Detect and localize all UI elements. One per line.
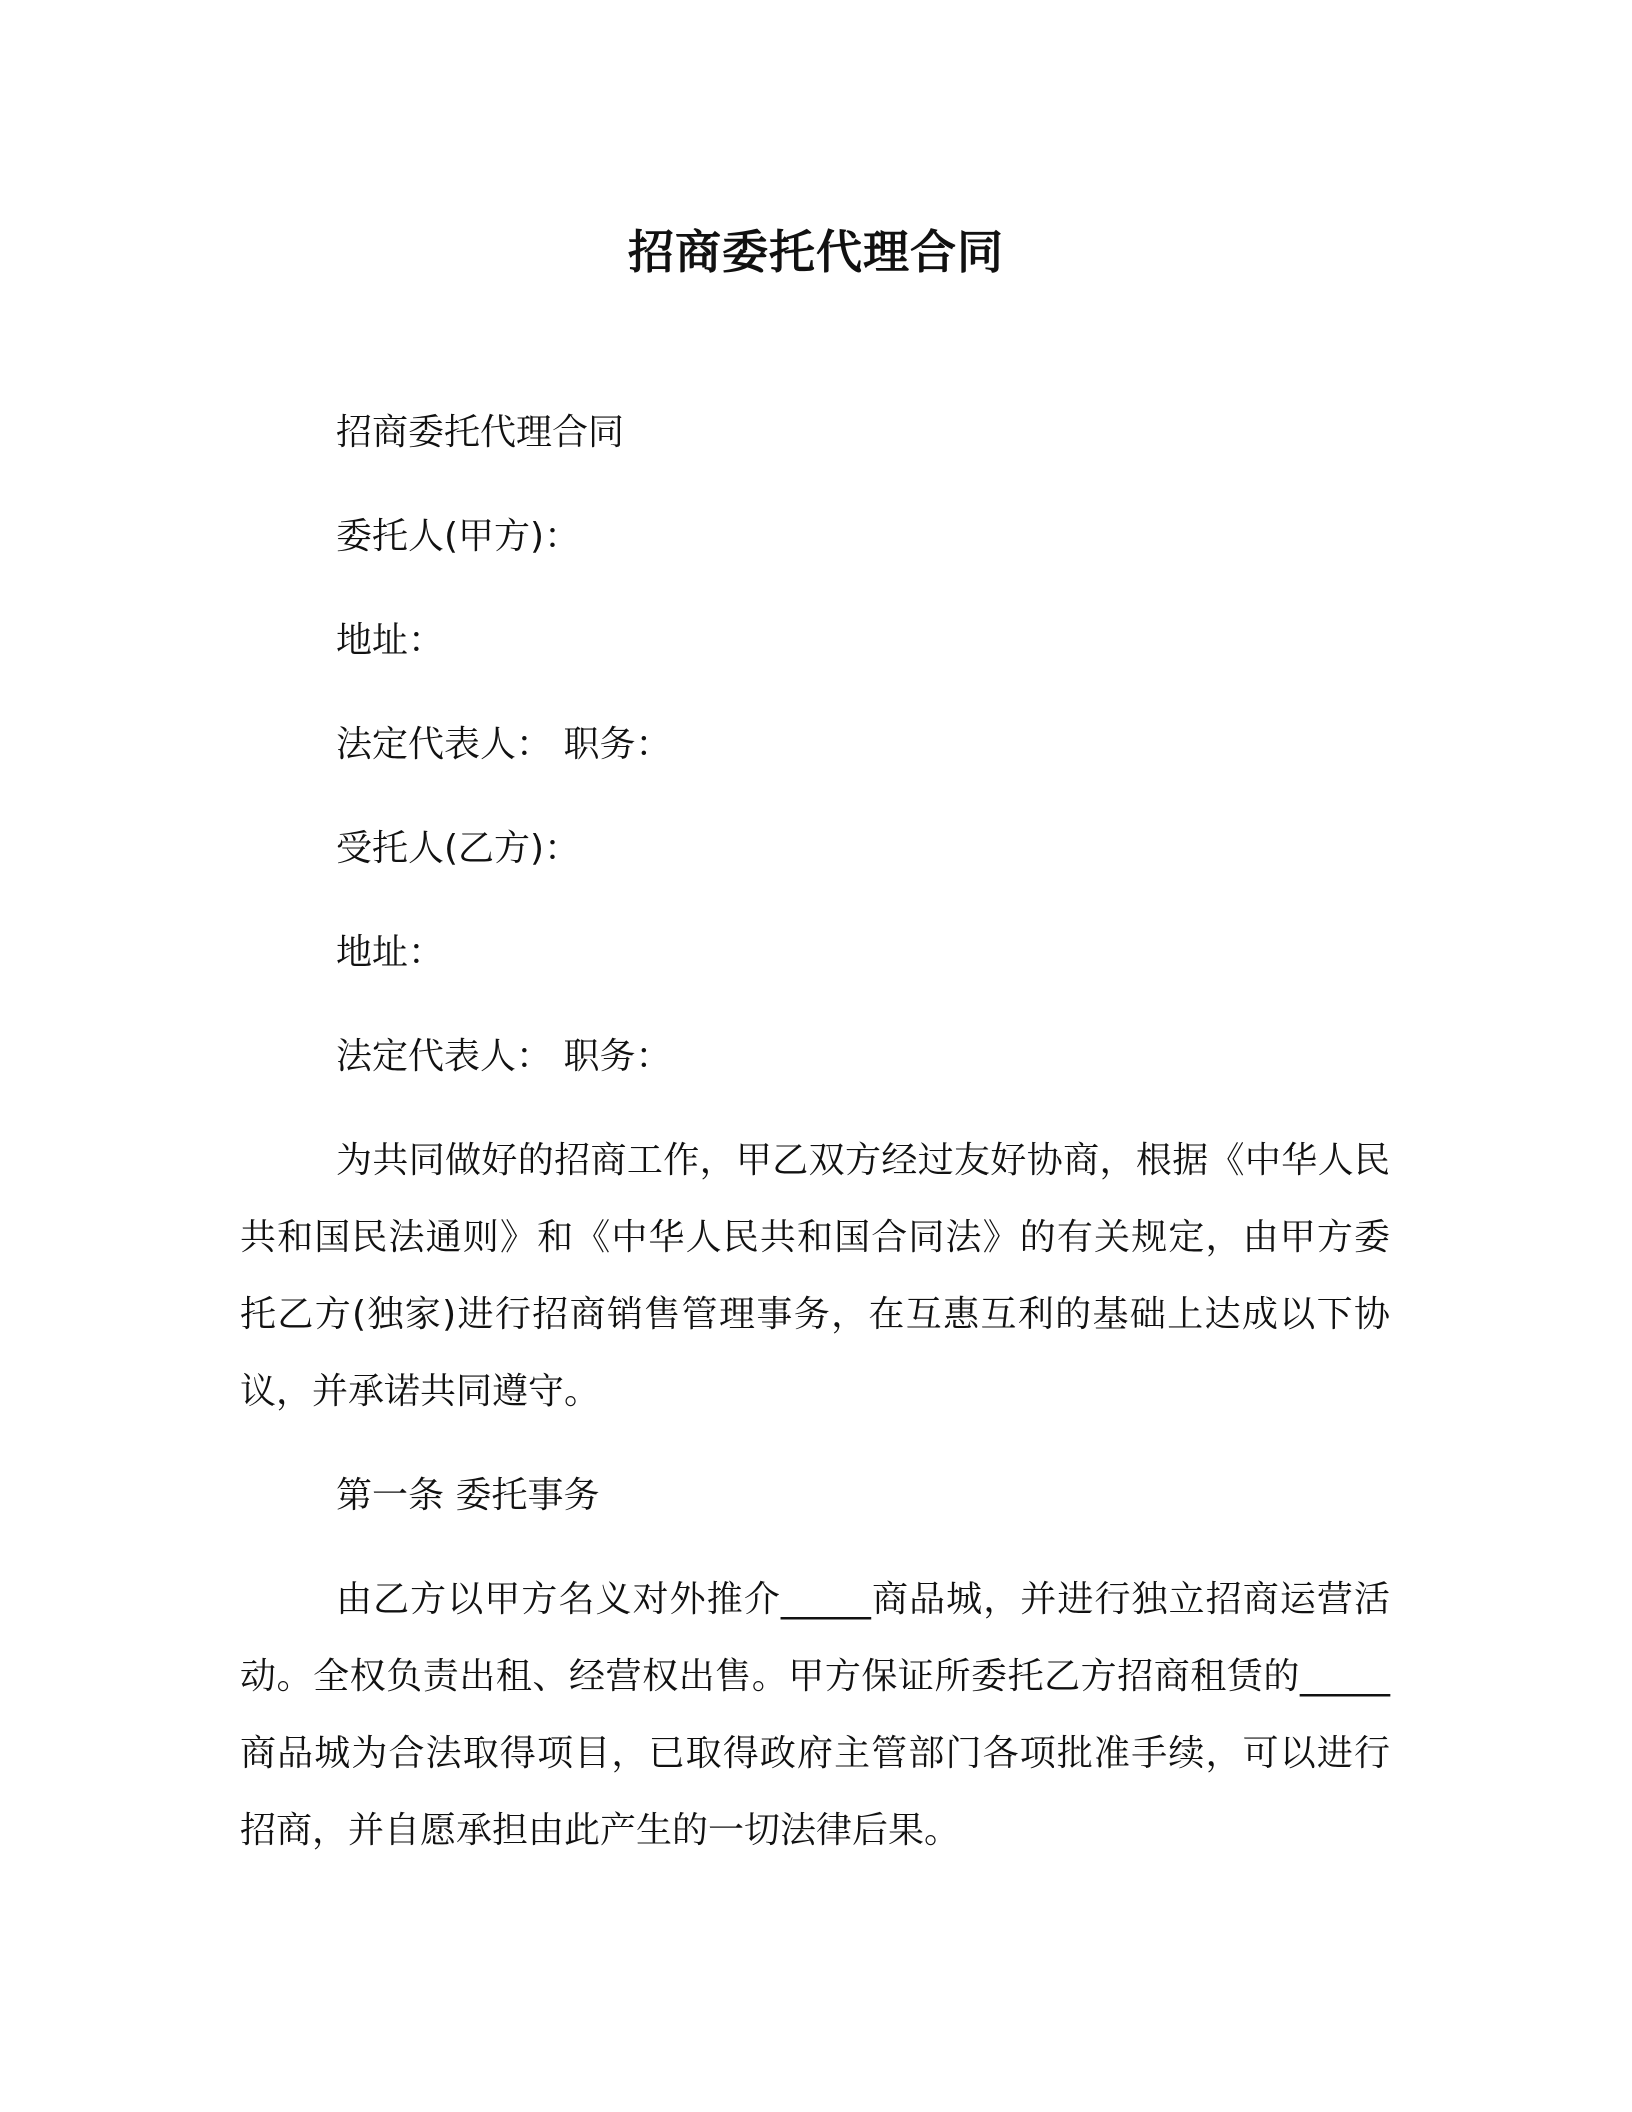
party-b-representative-line: 法定代表人： 职务： bbox=[336, 1036, 672, 1077]
article-1-heading: 第一条 委托事务 bbox=[336, 1475, 600, 1516]
preamble-paragraph: 为共同做好的招商工作，甲乙双方经过友好协商，根据《中华人民共和国民法通则》和《中华人民共和国合同法》的有关规定，由甲方委托乙方(独家)进行招商销售管理事务，在互惠互利的基础上达成以下协议，并承诺共同遵守。 bbox=[240, 1140, 1390, 1412]
party-b-line: 受托人(乙方)： bbox=[336, 828, 581, 869]
party-a-line: 委托人(甲方)： bbox=[336, 516, 581, 557]
document-title: 招商委托代理合同 bbox=[628, 225, 1004, 279]
party-b-address-line: 地址： bbox=[336, 932, 445, 973]
document-body bbox=[240, 394, 1390, 1896]
party-a-representative-line: 法定代表人： 职务： bbox=[336, 724, 672, 765]
contract-name-line: 招商委托代理合同 bbox=[336, 412, 625, 453]
party-a-address-line: 地址： bbox=[336, 620, 445, 661]
article-1-paragraph: 由乙方以甲方名义对外推介_____商品城，并进行独立招商运营活动。全权负责出租、经营权出售。甲方保证所委托乙方招商租赁的_____商品城为合法取得项目，已取得政府主管部门各项批准手续，可以进行招商，并自愿承担由此产生的一切法律后果。 bbox=[240, 1579, 1390, 1851]
